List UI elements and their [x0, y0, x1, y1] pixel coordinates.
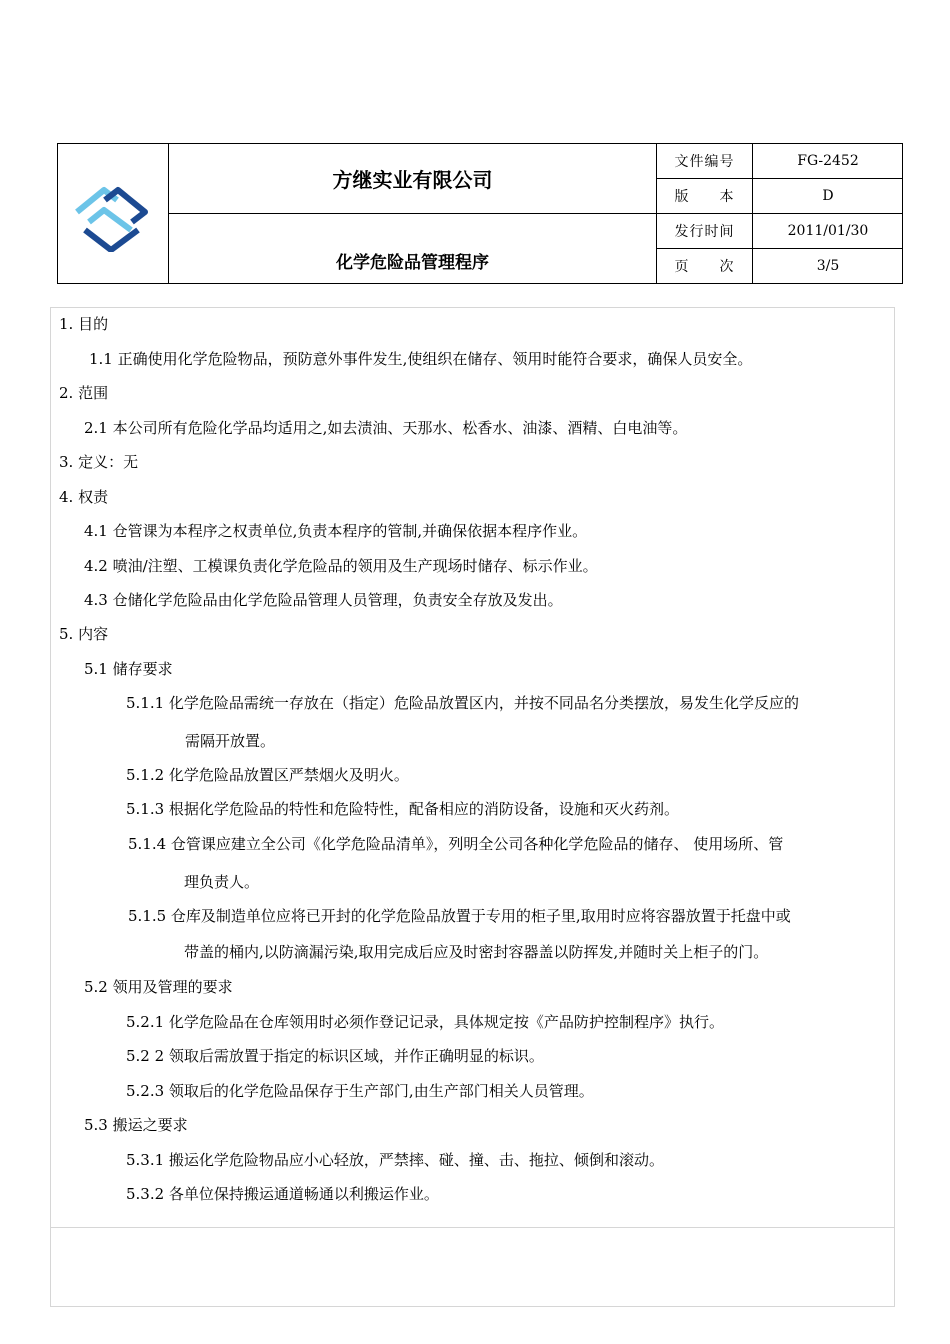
paragraph-continuation: 理负责人。 — [184, 873, 260, 891]
meta-value: 3/5 — [816, 258, 840, 274]
logo-dark-stroke-2 — [85, 230, 138, 250]
paragraph: 2.1 本公司所有危险化学品均适用之,如去渍油、天那水、松香水、油漆、酒精、白电油等。 — [84, 419, 688, 437]
meta-row-doc-number — [657, 144, 903, 179]
meta-label: 发行时间 — [657, 214, 753, 248]
paragraph: 5.2.3 领取后的化学危险品保存于生产部门,由生产部门相关人员管理。 — [126, 1082, 594, 1100]
paragraph: 5.1.4 仓管课应建立全公司《化学危险品清单》，列明全公司各种化学危险品的储存、 使用场所、管 — [128, 835, 784, 853]
paragraph: 5.1.5 仓库及制造单位应将已开封的化学危险品放置于专用的柜子里,取用时应将容器放置于托盘中或 — [128, 907, 791, 925]
meta-row-page — [657, 249, 903, 283]
logo-cell — [58, 144, 169, 283]
meta-row-issue-date — [657, 214, 903, 249]
meta-label: 文件编号 — [657, 144, 753, 178]
paragraph: 1.1 正确使用化学危险物品，预防意外事件发生,使组织在储存、领用时能符合要求，确保人员安全。 — [89, 350, 753, 368]
document-meta-table — [656, 144, 902, 283]
paragraph: 4.2 喷油/注塑、工模课负责化学危险品的领用及生产现场时储存、标示作业。 — [84, 557, 598, 575]
paragraph: 5.3.2 各单位保持搬运通道畅通以利搬运作业。 — [126, 1185, 439, 1203]
meta-row-version — [657, 179, 903, 214]
subsection-heading: 5.2 领用及管理的要求 — [84, 978, 233, 996]
meta-value: D — [822, 188, 834, 204]
logo-light-stroke-2 — [89, 210, 131, 230]
subsection-heading: 5.3 搬运之要求 — [84, 1116, 188, 1134]
paragraph: 4.3 仓储化学危险品由化学危险品管理人员管理，负责安全存放及发出。 — [84, 591, 563, 609]
paragraph: 5.2.1 化学危险品在仓库领用时必须作登记记录，具体规定按《产品防护控制程序》执行。 — [126, 1013, 724, 1031]
paragraph: 5.3.1 搬运化学危险物品应小心轻放，严禁摔、碰、撞、击、拖拉、倾倒和滚动。 — [126, 1151, 664, 1169]
meta-label: 版 本 — [657, 179, 753, 213]
meta-value: FG-2452 — [797, 153, 859, 169]
meta-value: 2011/01/30 — [787, 223, 869, 239]
paragraph: 5.1.3 根据化学危险品的特性和危险特性，配备相应的消防设备，设施和灭火药剂。 — [126, 800, 679, 818]
paragraph: 5.1.2 化学危险品放置区严禁烟火及明火。 — [126, 766, 409, 784]
paragraph: 5.2 2 领取后需放置于指定的标识区域，并作正确明显的标识。 — [126, 1047, 544, 1065]
paragraph-continuation: 带盖的桶内,以防滴漏污染,取用完成后应及时密封容器盖以防挥发,并随时关上柜子的门。 — [184, 943, 769, 961]
section-heading: 5. 内容 — [59, 625, 109, 643]
section-heading: 4. 权责 — [59, 488, 109, 506]
company-name: 方继实业有限公司 — [169, 144, 656, 214]
section-heading: 2. 范围 — [59, 384, 109, 402]
company-logo-icon — [71, 182, 151, 252]
paragraph: 5.1.1 化学危险品需统一存放在（指定）危险品放置区内，并按不同品名分类摆放，易发生化学反应的 — [126, 694, 799, 712]
subsection-heading: 5.1 储存要求 — [84, 660, 173, 678]
section-heading: 3. 定义：无 — [59, 453, 139, 471]
meta-label: 页 次 — [657, 249, 753, 283]
document-title: 化学危险品管理程序 — [336, 253, 489, 273]
paragraph: 4.1 仓管课为本程序之权责单位,负责本程序的管制,并确保依据本程序作业。 — [84, 522, 588, 540]
section-divider — [51, 1227, 894, 1228]
section-heading: 1. 目的 — [59, 315, 109, 333]
document-header-table — [57, 143, 903, 284]
paragraph-continuation: 需隔开放置。 — [185, 732, 276, 750]
